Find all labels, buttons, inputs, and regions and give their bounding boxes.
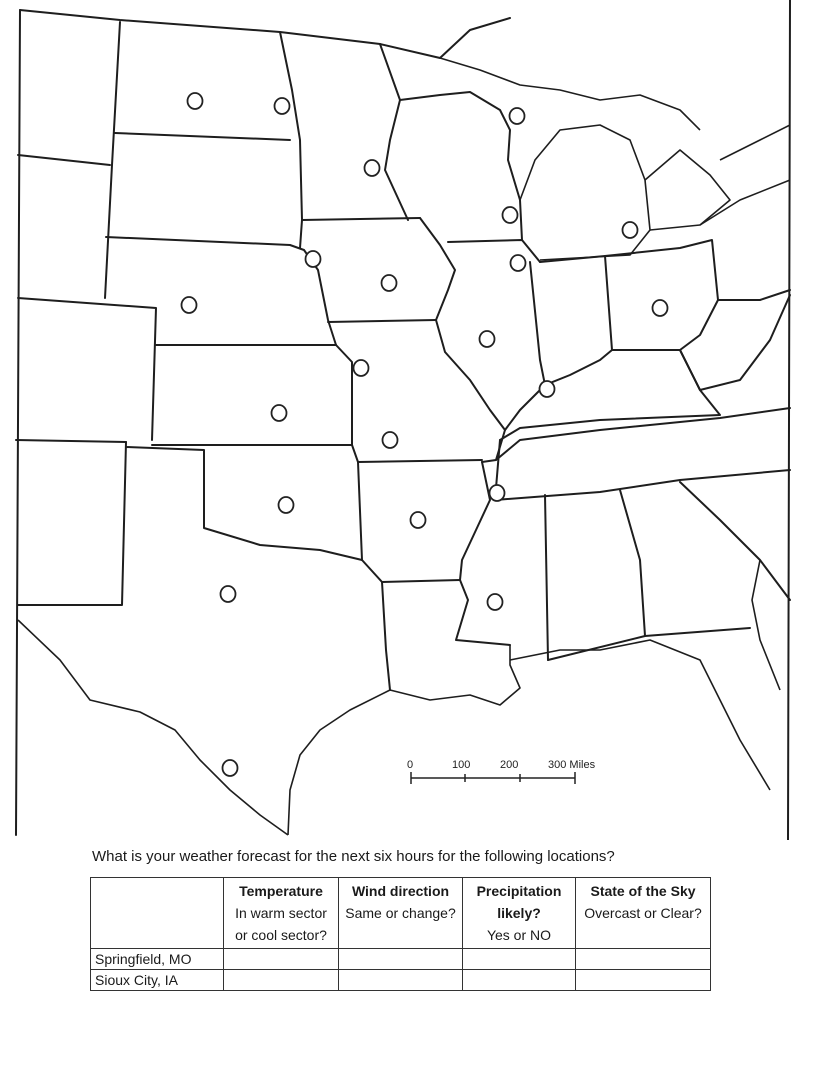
state-border [105,22,120,298]
state-border [495,470,790,500]
city-marker-circle [480,331,495,347]
answer-cell[interactable] [576,949,711,970]
answer-cell[interactable] [463,949,576,970]
state-border [18,442,126,605]
city-marker-circle [279,497,294,513]
answer-cell[interactable] [224,949,339,970]
state-border [496,408,790,460]
state-border [448,240,540,262]
map-scale-bar [407,759,596,784]
city-marker-circle [306,251,321,267]
texas-rio-grande [18,620,288,835]
map-left-border [16,10,20,835]
state-border [505,262,545,430]
answer-cell[interactable] [339,949,463,970]
location-label: Sioux City, IA [91,970,224,991]
city-markers [182,93,668,776]
header-temperature: Temperature In warm sector or cool sector? [224,878,339,949]
state-border [18,298,156,440]
state-border [605,240,718,350]
city-marker-circle [221,586,236,602]
lake-erie-shore [700,180,790,225]
state-border [362,560,390,690]
state-border [126,447,362,560]
header-state-of-sky: State of the Sky Overcast or Clear? [576,878,711,949]
state-border [358,460,482,462]
state-border [545,495,548,660]
forecast-table [90,877,711,991]
city-marker-circle [653,300,668,316]
lake-ontario-shore [720,125,790,160]
table-header-row [91,878,711,949]
city-marker-circle [510,108,525,124]
location-label: Springfield, MO [91,949,224,970]
louisiana-coast [390,645,520,705]
city-marker-circle [623,222,638,238]
state-border [540,256,612,385]
state-border [548,628,750,660]
scale-tick-100: 100 [452,759,471,771]
scale-tick-0: 0 [407,759,414,771]
city-marker-circle [490,485,505,501]
answer-cell[interactable] [463,970,576,991]
state-border [456,580,510,645]
city-marker-circle [382,275,397,291]
city-marker-circle [365,160,380,176]
city-marker-circle [383,432,398,448]
city-marker-circle [540,381,555,397]
header-precipitation: Precipitation likely? Yes or NO [463,878,576,949]
state-border [718,290,790,300]
state-border [680,482,790,600]
lake-superior-shore [440,58,700,130]
state-border [420,218,455,320]
header-blank [91,878,224,949]
forecast-question: What is your weather forecast for the next six hours for the following locations? [92,848,615,865]
state-border [328,320,436,322]
city-marker-circle [411,512,426,528]
city-marker-circle [503,207,518,223]
header-wind-direction: Wind direction Same or change? [339,878,463,949]
michigan-lower-peninsula [520,125,650,260]
state-border [382,580,460,582]
city-marker-circle [188,93,203,109]
scale-tick-300-miles: 300 Miles [548,759,596,771]
answer-cell[interactable] [339,970,463,991]
state-border [106,237,336,345]
state-border [620,490,645,636]
city-marker-circle [223,760,238,776]
state-border [336,345,352,445]
canada-border [20,10,510,58]
city-marker-circle [354,360,369,376]
table-row [91,949,711,970]
table-row [91,970,711,991]
city-marker-circle [182,297,197,313]
state-border [16,440,126,442]
scale-tick-200: 200 [500,759,519,771]
texas-coast [288,690,390,835]
lake-huron-shore [645,150,730,230]
answer-cell[interactable] [576,970,711,991]
state-border [115,133,290,140]
state-border [380,44,408,220]
state-border [460,462,490,580]
state-border [302,218,420,220]
state-border [680,295,790,390]
answer-cell[interactable] [224,970,339,991]
city-marker-circle [272,405,287,421]
city-marker-circle [488,594,503,610]
state-border [18,155,110,165]
city-marker-circle [275,98,290,114]
city-marker-circle [511,255,526,271]
